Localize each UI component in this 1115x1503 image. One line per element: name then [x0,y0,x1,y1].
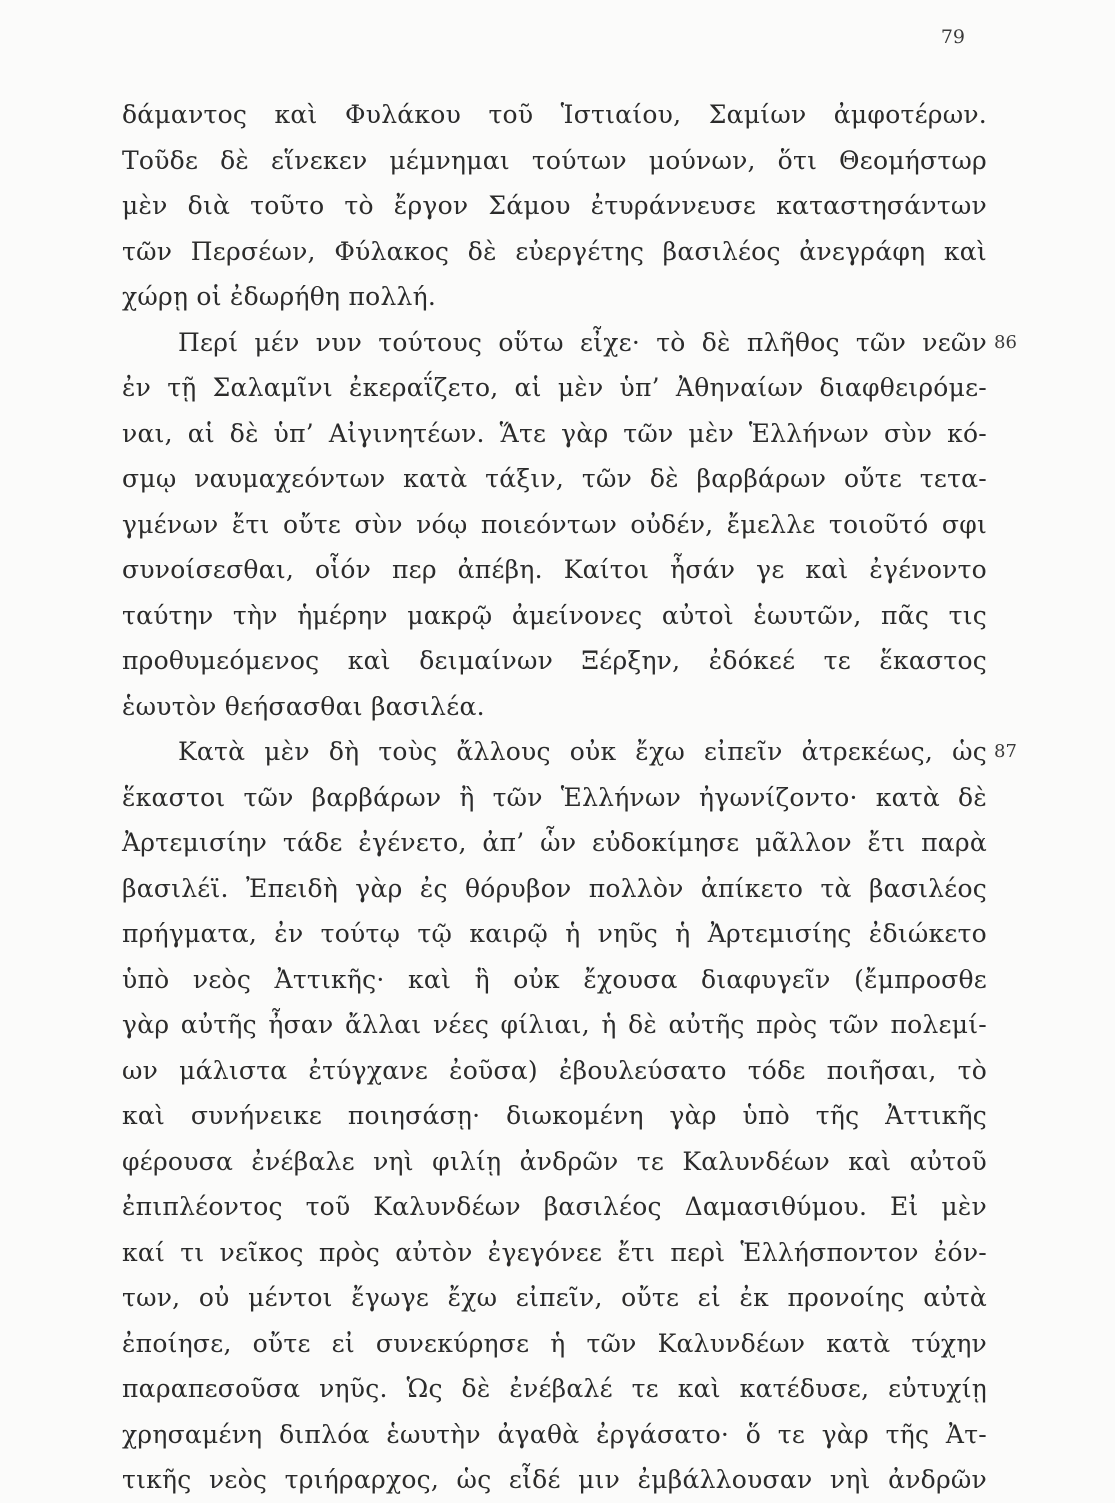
body-text [122,92,1017,1503]
line-text: χώρῃ οἱ ἐδωρήθη πολλή. [122,282,437,311]
line-text: καί τι νεῖκος πρὸς αὐτὸν ἐγεγόνεε ἔτι περὶ Ἑλλήσποντον ἐόν- [122,1237,987,1267]
text-line [122,729,1017,775]
line-text: μὲν διὰ τοῦτο τὸ ἔργον Σάμου ἐτυράννευσε καταστησάντων [122,191,987,220]
line-text: πρήγματα, ἐν τούτῳ τῷ καιρῷ ἡ νηῦς ἡ Ἀρτεμισίης ἐδιώκετο [122,919,987,948]
line-text: ταύτην τὴν ἡμέρην μακρῷ ἀμείνονες αὐτοὶ ἑωυτῶν, πᾶς τις [122,600,987,630]
line-text: τῶν Περσέων, Φύλακος δὲ εὐεργέτης βασιλέος ἀνεγράφη καὶ [122,236,987,266]
text-line [122,1093,987,1139]
text-line [122,1457,987,1503]
line-text: παραπεσοῦσα νηῦς. Ὡς δὲ ἐνέβαλέ τε καὶ κατέδυσε, εὐτυχίῃ [122,1374,987,1403]
line-text: ἐπιπλέοντος τοῦ Καλυνδέων βασιλέος Δαμασιθύμου. Εἰ μὲν [122,1192,987,1221]
text-line [122,274,987,320]
text-line [122,547,987,593]
line-text: τικῆς νεὸς τριήραρχος, ὡς εἶδέ μιν ἐμβάλλουσαν νηὶ ἀνδρῶν [122,1465,987,1494]
line-text: βασιλέϊ. Ἐπειδὴ γὰρ ἐς θόρυβον πολλὸν ἀπίκετο τὰ βασιλέος [122,873,987,903]
text-line [122,1366,987,1412]
text-line [122,229,987,275]
text-line [122,638,987,684]
text-line [122,1048,987,1094]
text-line [122,1412,987,1458]
text-line [122,1321,987,1367]
line-text: ἑωυτὸν θεήσασθαι βασιλέα. [122,691,485,721]
line-text: ναι, αἱ δὲ ὑπ’ Αἰγινητέων. Ἅτε γὰρ τῶν μὲν Ἑλλήνων σὺν κό- [122,418,987,448]
line-text: δάμαντος καὶ Φυλάκου τοῦ Ἱστιαίου, Σαμίων ἀμφοτέρων. [122,100,987,129]
text-line [122,1275,987,1321]
line-text: Τοῦδε δὲ εἵνεκεν μέμνημαι τούτων μούνων, ὅτι Θεομήστωρ [122,145,987,175]
line-text: φέρουσα ἐνέβαλε νηὶ φιλίῃ ἀνδρῶν τε Καλυνδέων καὶ αὐτοῦ [122,1146,987,1176]
text-line [122,911,987,957]
text-line [122,320,1017,366]
text-line [122,593,987,639]
text-line [122,957,987,1003]
line-text: ων μάλιστα ἐτύγχανε ἐοῦσα) ἐβουλεύσατο τόδε ποιῆσαι, τὸ [122,1055,987,1085]
text-line [122,456,987,502]
text-line [122,183,987,229]
line-text: ἐν τῇ Σαλαμῖνι ἐκεραΐζετο, αἱ μὲν ὑπ’ Ἀθηναίων διαφθειρόμε- [122,373,987,402]
line-text: Ἀρτεμισίην τάδε ἐγένετο, ἀπ’ ὧν εὐδοκίμησε μᾶλλον ἔτι παρὰ [122,828,987,857]
text-line [122,820,987,866]
line-text: καὶ συνήνεικε ποιησάσῃ· διωκομένη γὰρ ὑπὸ τῆς Ἀττικῆς [122,1101,987,1130]
line-text: Κατὰ μὲν δὴ τοὺς ἄλλους οὐκ ἔχω εἰπεῖν ἀτρεκέως, ὡς [178,737,987,766]
section-number: 87 [994,741,1017,762]
line-text: γμένων ἔτι οὔτε σὺν νόῳ ποιεόντων οὐδέν, ἔμελλε τοιοῦτό σφι [122,509,987,539]
text-line [122,866,987,912]
line-text: Περί μέν νυν τούτους οὕτω εἶχε· τὸ δὲ πλῆθος τῶν νεῶν [178,327,987,357]
text-line [122,684,987,730]
line-text: ἕκαστοι τῶν βαρβάρων ἢ τῶν Ἑλλήνων ἠγωνίζοντο· κατὰ δὲ [122,782,987,812]
text-line [122,92,987,138]
text-line [122,1230,987,1276]
text-line [122,411,987,457]
section-number: 86 [994,331,1017,353]
line-text: προθυμεόμενος καὶ δειμαίνων Ξέρξην, ἐδόκεέ τε ἕκαστος [122,646,987,675]
line-text: σμῳ ναυμαχεόντων κατὰ τάξιν, τῶν δὲ βαρβάρων οὔτε τετα- [122,464,987,493]
line-text: των, οὐ μέντοι ἔγωγε ἔχω εἰπεῖν, οὔτε εἰ ἐκ προνοίης αὐτὰ [122,1283,987,1312]
text-line [122,775,987,821]
page-number: 79 [940,26,965,48]
text-line [122,1139,987,1185]
line-text: γὰρ αὐτῆς ἦσαν ἄλλαι νέες φίλιαι, ἡ δὲ αὐτῆς πρὸς τῶν πολεμί- [122,1010,987,1039]
line-text: συνοίσεσθαι, οἷόν περ ἀπέβη. Καίτοι ἦσάν γε καὶ ἐγένοντο [122,555,987,584]
text-line [122,1002,987,1048]
text-line [122,1184,987,1230]
line-text: ὑπὸ νεὸς Ἀττικῆς· καὶ ἣ οὐκ ἔχουσα διαφυγεῖν (ἔμπροσθε [122,964,987,994]
text-line [122,365,987,411]
line-text: ἐποίησε, οὔτε εἰ συνεκύρησε ἡ τῶν Καλυνδέων κατὰ τύχην [122,1328,987,1358]
line-text: χρησαμένη διπλόα ἑωυτὴν ἀγαθὰ ἐργάσατο· ὅ τε γὰρ τῆς Ἀτ- [122,1419,987,1449]
text-line [122,502,987,548]
text-line [122,138,987,184]
